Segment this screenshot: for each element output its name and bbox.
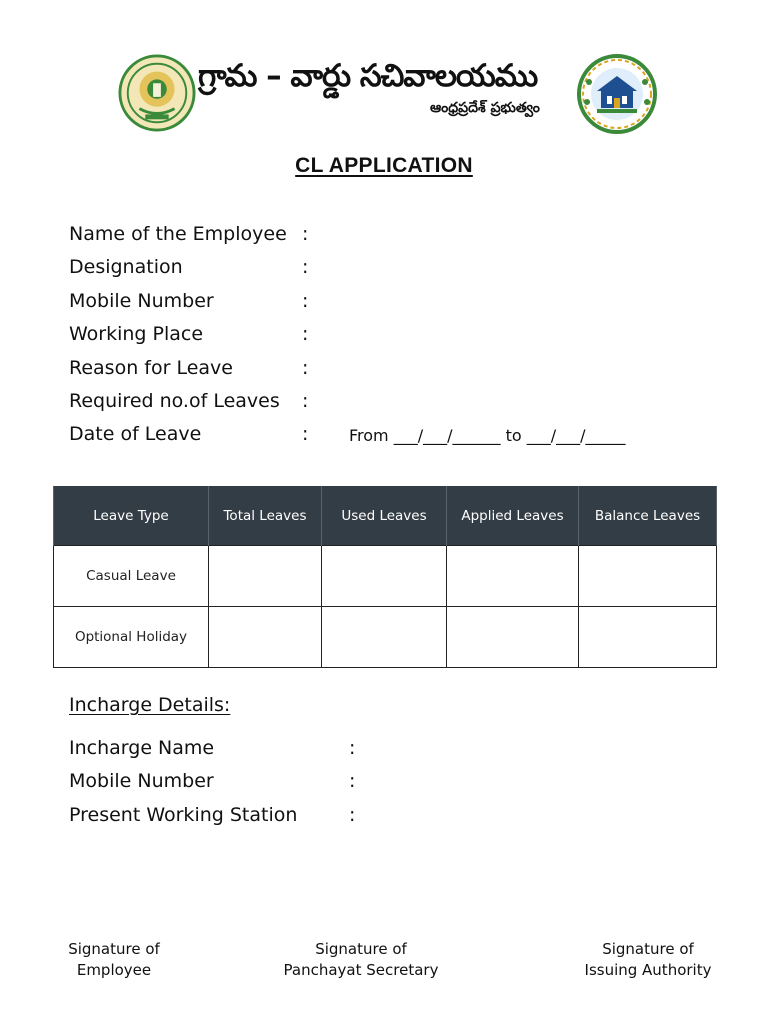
field-designation[interactable] [69,256,369,282]
leave-type-cell: Optional Holiday [54,607,209,668]
column-header: Balance Leaves [579,486,717,546]
signature-role: Employee [76,961,152,979]
field-colon: : [302,256,309,278]
field-colon: : [349,804,356,826]
field-label: Date of Leave [69,423,202,445]
incharge-heading: Incharge Details: [69,694,231,716]
leave-type-cell: Casual Leave [54,546,209,607]
field-colon: : [302,290,309,312]
field-label: Working Place [69,323,204,345]
field-colon: : [302,323,309,345]
table-cell[interactable] [322,607,447,668]
ap-government-emblem-icon [118,54,196,132]
field-colon: : [349,737,356,759]
signature-line: Signature of [315,940,407,958]
signature-panchayat-secretary [276,939,446,981]
header-title: గ్రామ – వార్డు సచివాలయము [198,58,538,94]
field-label: Designation [69,256,183,278]
field-colon: : [349,770,356,792]
field-present-working-station[interactable] [69,804,369,830]
field-label: Mobile Number [69,290,214,312]
field-incharge-name[interactable] [69,737,369,763]
field-colon: : [302,390,309,412]
column-header: Total Leaves [209,486,322,546]
table-row [54,607,717,668]
table-cell[interactable] [209,546,322,607]
field-label: Incharge Name [69,737,215,759]
table-cell[interactable] [447,607,579,668]
column-header: Applied Leaves [447,486,579,546]
field-colon: : [302,223,309,245]
column-header: Used Leaves [322,486,447,546]
table-cell[interactable] [579,546,717,607]
secretariat-logo-icon [577,54,657,134]
signature-role: Issuing Authority [584,961,712,979]
table-cell[interactable] [579,607,717,668]
field-label: Mobile Number [69,770,214,792]
signature-line: Signature of [602,940,694,958]
signature-role: Panchayat Secretary [283,961,439,979]
table-cell[interactable] [447,546,579,607]
field-reason-for-leave[interactable] [69,357,369,383]
field-colon: : [302,357,309,379]
field-label: Required no.of Leaves [69,390,280,412]
field-working-place[interactable] [69,323,369,349]
table-cell[interactable] [322,546,447,607]
signature-line: Signature of [68,940,160,958]
field-label: Present Working Station [69,804,298,826]
field-required-leaves[interactable] [69,390,369,416]
leave-table [53,486,717,668]
signature-employee [54,939,174,981]
table-row [54,546,717,607]
field-colon: : [302,423,309,445]
column-header: Leave Type [54,486,209,546]
field-label: Reason for Leave [69,357,233,379]
field-label: Name of the Employee [69,223,287,245]
date-range-line[interactable]: From ___/___/______ to ___/___/_____ [349,426,626,445]
table-header-row [54,486,717,546]
document-title: CL APPLICATION [295,154,473,177]
field-date-of-leave[interactable] [69,423,369,449]
table-cell[interactable] [209,607,322,668]
field-employee-name[interactable] [69,223,369,249]
signature-issuing-authority [573,939,723,981]
header-subtitle: ఆంధ్రప్రదేశ్ ప్రభుత్వం [430,100,540,116]
field-mobile-number[interactable] [69,290,369,316]
field-incharge-mobile[interactable] [69,770,369,796]
